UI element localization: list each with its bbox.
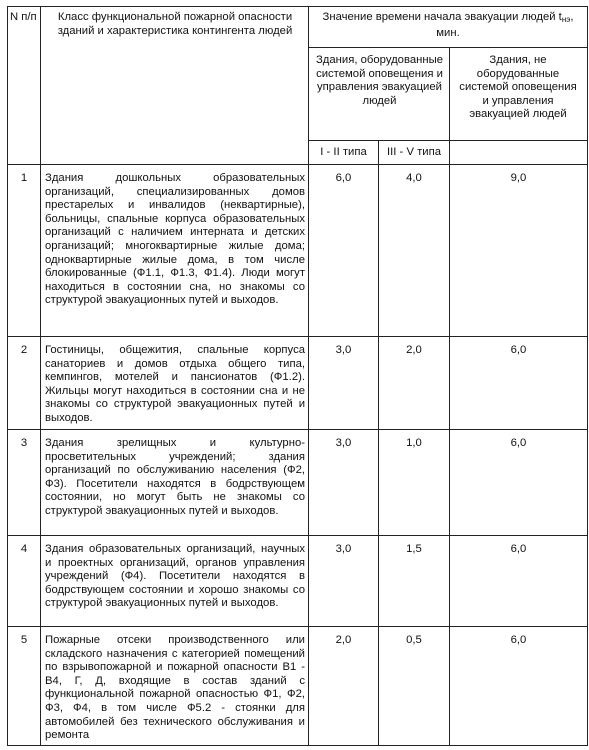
row-2-value-type-3-5: 2,0	[406, 344, 422, 356]
row-5-value-type-3-5: 0,5	[406, 634, 422, 646]
row-1-value-not-equipped: 9,0	[510, 172, 527, 184]
header-class: Класс функциональной пожарной опасности зданий и характеристика контингента людей	[57, 11, 293, 37]
header-equipped: Здания, оборудованные системой оповещения и управления эвакуацией людей	[315, 54, 444, 107]
table-border-bottom	[7, 745, 588, 746]
header-value-sub: нэ	[561, 15, 571, 24]
header-bottom-border	[7, 164, 588, 165]
row-5-num: 5	[20, 634, 28, 646]
row-1-value-type-3-5: 4,0	[406, 172, 422, 184]
row-3-value-not-equipped: 6,0	[510, 437, 527, 449]
row-2-value-type-1-2: 3,0	[335, 344, 352, 356]
row-3-value-type-3-5: 1,0	[406, 437, 422, 449]
header-type-1-2: I - II типа	[320, 146, 367, 158]
header-value-suffix: , мин.	[436, 11, 574, 39]
row-4-value-not-equipped: 6,0	[510, 543, 527, 555]
row-2-value-not-equipped: 6,0	[510, 344, 527, 356]
row-1-num: 1	[20, 172, 28, 184]
row-5-desc: Пожарные отсеки производственного или складского назначения с категорией помещений по взрывопожарной и пожарной опасности В1 - В4, Г, Д, входящие в состав зданий с функциональной пожарной опасностью Ф1, Ф2, Ф3, Ф4, в том числе Ф5.2 - стоянки для автомобилей без технического обслуживания и ремонта	[45, 634, 305, 742]
row-2-num: 2	[20, 344, 28, 356]
col-divider-1	[40, 6, 41, 746]
row-2-desc: Гостиницы, общежития, спальные корпуса санаториев и домов отдыха общего типа, кемпингов, мотелей и пансионатов (Ф1.2). Жильцы могут находиться в состоянии сна и не знакомы со структурой эвакуационных путей и выходов.	[45, 344, 305, 424]
header-divider-1	[308, 47, 588, 48]
row-4-num: 4	[20, 543, 28, 555]
row-4-value-type-3-5: 1,5	[406, 543, 422, 555]
header-not-equipped: Здания, не оборудованные системой оповещения и управления эвакуацией людей	[459, 54, 577, 121]
row-3-desc: Здания зрелищных и культурно-просветительных учреждений; здания организаций по обслуживанию населения (Ф2, Ф3). Посетители находятся в бодрствующем состоянии, но могут быть не знакомы со структурой эвакуационных путей и выходов.	[45, 437, 305, 517]
row-3-value-type-1-2: 3,0	[335, 437, 352, 449]
row-divider-2	[7, 429, 588, 430]
row-4-value-type-1-2: 3,0	[335, 543, 352, 555]
table-border-top	[7, 6, 588, 7]
header-value-prefix: Значение времени начала эвакуации людей t	[322, 11, 562, 23]
header-num: N п/п	[10, 11, 37, 23]
row-divider-1	[7, 336, 588, 337]
row-5-value-not-equipped: 6,0	[510, 634, 527, 646]
row-4-desc: Здания образовательных организаций, научных и проектных организаций, органов управления учреждений (Ф4). Посетители находятся в бодрствующем состоянии и хорошо знакомы со структурой эвакуационных путей и выходов.	[45, 543, 305, 610]
row-1-desc: Здания дошкольных образовательных организаций, специализированных домов престарелых и инвалидов (неквартирные), больницы, спальные корпуса образовательных организаций с наличием интерната и детских организаций; многоквартирные жилые дома; одноквартирные жилые дома, в том числе блокированные (Ф1.1, Ф1.3, Ф1.4). Люди могут находиться в состоянии сна, но знакомы со структурой эвакуационных путей и выходов.	[45, 172, 305, 307]
table-border-right	[587, 6, 588, 746]
row-3-num: 3	[20, 437, 28, 449]
header-divider-2	[308, 140, 588, 141]
header-value	[311, 11, 585, 40]
row-divider-3	[7, 535, 588, 536]
row-5-value-type-1-2: 2,0	[335, 634, 352, 646]
header-type-3-5: III - V типа	[386, 146, 441, 158]
row-divider-4	[7, 626, 588, 627]
row-1-value-type-1-2: 6,0	[335, 172, 352, 184]
